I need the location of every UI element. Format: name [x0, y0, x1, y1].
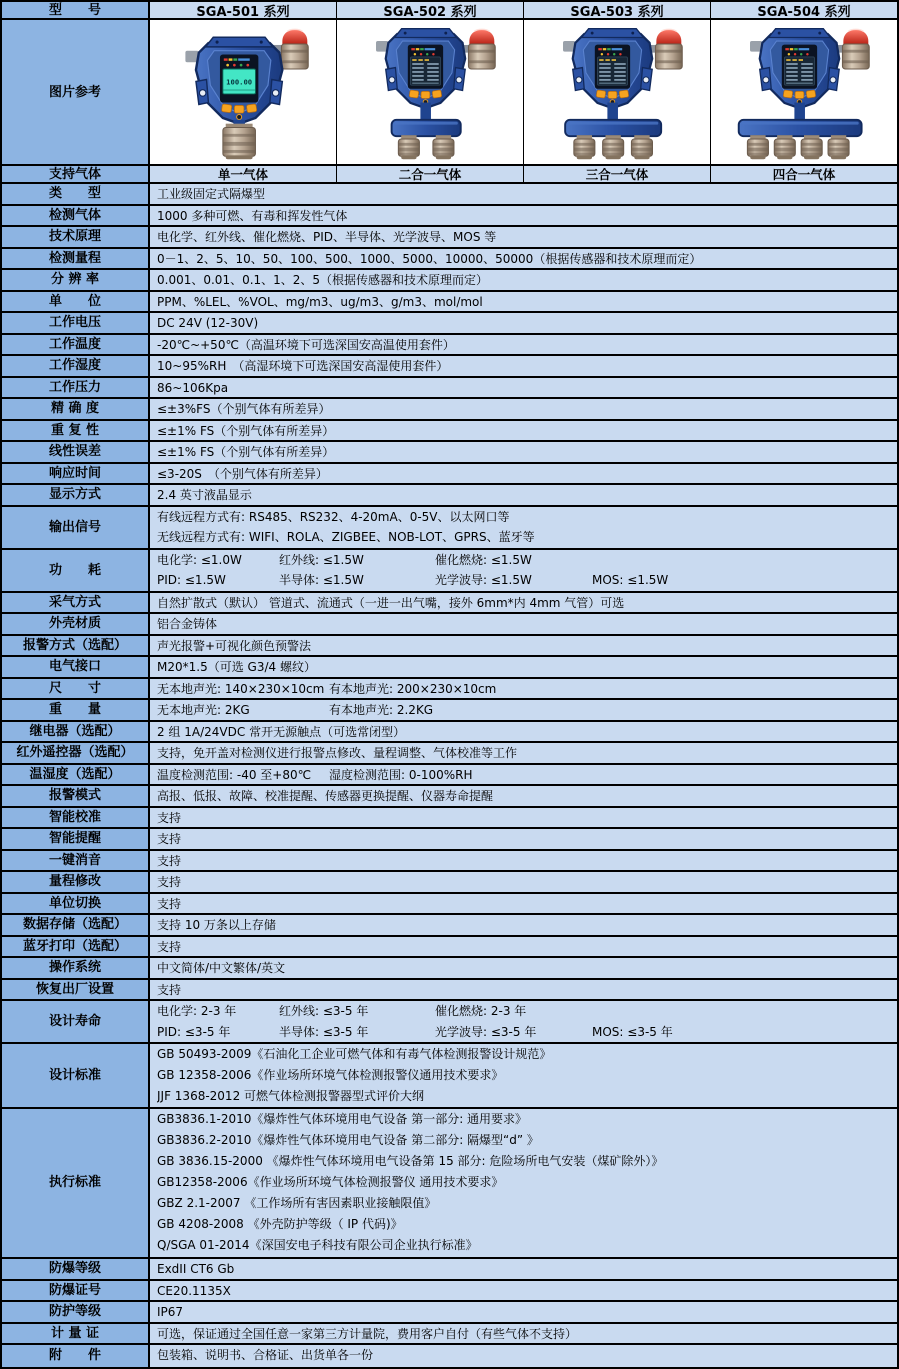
table-row — [2, 915, 897, 937]
value-line: 包装箱、说明书、合格证、出货单各一份 — [157, 1348, 374, 1363]
table-row — [2, 356, 897, 378]
row-value — [150, 786, 897, 806]
value-line: 自然扩散式（默认） 管道式、流通式（一进一出气嘴，接外 6mm*内 4mm 气管）可选 — [157, 595, 625, 610]
row-label: 单位切换 — [2, 894, 150, 914]
row-label: 智能校准 — [2, 808, 150, 828]
value-segment: 催化燃烧: ≤1.5W — [435, 552, 532, 567]
value-line: ≤±3%FS（个别气体有所差异） — [157, 402, 331, 416]
row-value — [150, 356, 897, 376]
value-segment: 湿度检测范围: 0-100%RH — [329, 767, 473, 782]
row-label: 红外遥控器（选配） — [2, 743, 150, 763]
value-line: ≤±1% FS（个别气体有所差异） — [157, 445, 335, 459]
row-label: 防爆证号 — [2, 1281, 150, 1301]
value-line: GB12358-2006《作业场所环境气体检测报警仪 通用技术要求》 — [157, 1175, 504, 1190]
value-line: -20℃~+50℃（高温环境下可选深国安高温使用套件） — [157, 337, 455, 352]
table-row — [2, 765, 897, 787]
table-row — [2, 550, 897, 593]
row-label: 报警模式 — [2, 786, 150, 806]
row-label: 功 耗 — [2, 550, 150, 591]
value-line: 2 组 1A/24VDC 常开无源触点（可选常闭型） — [157, 724, 406, 739]
value-segment: 有本地声光: 200×230×10cm — [329, 681, 497, 696]
row-label: 设计标准 — [2, 1044, 150, 1107]
row-value — [150, 399, 897, 419]
table-row — [2, 829, 897, 851]
value-line: GB3836.1-2010《爆炸性气体环境用电气设备 第一部分: 通用要求》 — [157, 1112, 528, 1127]
value-segment: 红外线: ≤1.5W — [279, 552, 364, 567]
value-line: 无线远程方式有: WIFI、ROLA、ZIGBEE、NOB-LOT、GPRS、蓝牙等 — [157, 530, 535, 544]
model-header-cell: SGA-502 系列 — [337, 2, 524, 18]
row-label: 技术原理 — [2, 227, 150, 247]
row-value — [150, 1001, 897, 1042]
value-line: ≤±1% FS（个别气体有所差异） — [157, 423, 335, 438]
row-label: 设计寿命 — [2, 1001, 150, 1042]
value-line: 工业级固定式隔爆型 — [157, 187, 266, 201]
row-label: 执行标准 — [2, 1109, 150, 1258]
detector-body — [750, 29, 839, 108]
row-label: 输出信号 — [2, 507, 150, 548]
value-segment: MOS: ≤3-5 年 — [592, 1024, 673, 1039]
row-value — [150, 1259, 897, 1279]
supported-gas-cell: 四合一气体 — [711, 166, 897, 182]
model-header-cell: SGA-504 系列 — [711, 2, 897, 18]
value-line — [157, 1022, 897, 1043]
value-line: Q/SGA 01-2014《深国安电子科技有限公司企业执行标准》 — [157, 1238, 478, 1253]
value-line: 支持，免开盖对检测仪进行报警点修改、量程调整、气体校准等工作 — [157, 746, 518, 760]
value-line: IP67 — [157, 1305, 184, 1319]
table-row — [2, 378, 897, 400]
row-value — [150, 872, 897, 892]
row-value — [150, 378, 897, 398]
value-line — [157, 765, 897, 785]
row-label: 防护等级 — [2, 1302, 150, 1322]
value-line: CE20.1135X — [157, 1283, 231, 1298]
row-value — [150, 550, 897, 591]
row-value — [150, 937, 897, 957]
value-line — [157, 679, 897, 699]
value-segment: 无本地声光: 140×230×10cm — [157, 681, 325, 696]
row-value — [150, 765, 897, 785]
row-label: 工作压力 — [2, 378, 150, 398]
row-label: 蓝牙打印（选配） — [2, 937, 150, 957]
table-row — [2, 851, 897, 873]
table-row — [2, 743, 897, 765]
row-label: 显示方式 — [2, 485, 150, 505]
value-segment: PID: ≤1.5W — [157, 573, 226, 587]
table-row — [2, 872, 897, 894]
row-label: 单 位 — [2, 292, 150, 312]
value-segment: 红外线: ≤3-5 年 — [279, 1004, 369, 1018]
value-line: 可选，保证通过全国任意一家第三方计量院，费用客户自付（有些气体不支持） — [157, 1326, 578, 1341]
table-row — [2, 1109, 897, 1260]
table-row — [2, 2, 897, 20]
table-row — [2, 722, 897, 744]
row-value — [150, 958, 897, 978]
table-row — [2, 270, 897, 292]
table-row — [2, 227, 897, 249]
row-value — [150, 1281, 897, 1301]
detector-illustration-3 — [529, 20, 705, 164]
value-segment: 催化燃烧: 2-3 年 — [435, 1004, 527, 1018]
row-value — [150, 593, 897, 613]
row-value — [150, 1109, 897, 1258]
row-value — [150, 507, 897, 548]
row-value — [150, 421, 897, 441]
row-label: 尺 寸 — [2, 679, 150, 699]
value-segment: 半导体: ≤3-5 年 — [279, 1024, 369, 1039]
table-row — [2, 184, 897, 206]
detector-body — [376, 29, 465, 108]
value-line — [157, 550, 897, 571]
table-row — [2, 1259, 897, 1281]
row-label: 检测量程 — [2, 249, 150, 269]
table-row — [2, 657, 897, 679]
product-image-cell — [524, 20, 711, 164]
value-line: 支持 — [157, 832, 182, 846]
product-image-cell — [150, 20, 337, 164]
row-label: 一键消音 — [2, 851, 150, 871]
value-segment: 电化学: ≤1.0W — [157, 552, 242, 567]
row-label: 恢复出厂设置 — [2, 980, 150, 1000]
table-row — [2, 206, 897, 228]
model-header-cell: SGA-503 系列 — [524, 2, 711, 18]
table-row — [2, 1345, 897, 1367]
table-row — [2, 442, 897, 464]
table-row — [2, 980, 897, 1002]
lcd-screen — [410, 57, 440, 85]
value-line: DC 24V (12-30V) — [157, 316, 259, 330]
table-row — [2, 421, 897, 443]
row-value — [150, 851, 897, 871]
row-label: 外壳材质 — [2, 614, 150, 634]
row-value — [150, 657, 897, 677]
table-row — [2, 313, 897, 335]
value-line: M20*1.5（可选 G3/4 螺纹） — [157, 660, 316, 674]
value-segment: MOS: ≤1.5W — [592, 573, 669, 587]
value-line — [157, 700, 897, 720]
row-value — [150, 1345, 897, 1367]
value-line: ExdII CT6 Gb — [157, 1262, 235, 1276]
value-line: PPM、%LEL、%VOL、mg/m3、ug/m3、g/m3、mol/mol — [157, 294, 483, 309]
row-label: 重 复 性 — [2, 421, 150, 441]
value-line: 有线远程方式有: RS485、RS232、4-20mA、0-5V、以太网口等 — [157, 509, 510, 524]
lcd-screen — [223, 69, 256, 94]
row-value — [150, 206, 897, 226]
table-row — [2, 593, 897, 615]
value-line: 支持 — [157, 939, 182, 954]
value-line: GB 50493-2009《石油化工企业可燃气体和有毒气体检测报警设计规范》 — [157, 1047, 552, 1061]
table-row — [2, 464, 897, 486]
row-label: 工作温度 — [2, 335, 150, 355]
product-image-cell — [337, 20, 524, 164]
row-label: 附 件 — [2, 1345, 150, 1367]
row-value — [150, 829, 897, 849]
value-line: 高报、低报、故障、校准提醒、传感器更换提醒、仪器寿命提醒 — [157, 789, 494, 803]
detector-illustration-4 — [716, 20, 892, 164]
table-row — [2, 292, 897, 314]
row-value — [150, 915, 897, 935]
value-line: 支持 10 万条以上存储 — [157, 918, 276, 932]
value-line: GB 3836.15-2000 《爆炸性气体环境用电气设备第 15 部分: 危险场所电气安装（煤矿除外）》 — [157, 1154, 664, 1169]
supported-gas-cell: 三合一气体 — [524, 166, 711, 182]
model-header-cell: SGA-501 系列 — [150, 2, 337, 18]
row-label: 数据存储（选配） — [2, 915, 150, 935]
row-label: 计 量 证 — [2, 1324, 150, 1344]
row-value — [150, 636, 897, 656]
value-line: 0.001、0.01、0.1、1、2、5（根据传感器和技术原理而定） — [157, 273, 489, 287]
value-line: 中文简体/中文繁体/英文 — [157, 961, 286, 975]
row-label: 重 量 — [2, 700, 150, 720]
row-value — [150, 614, 897, 634]
table-row — [2, 335, 897, 357]
row-value — [150, 485, 897, 505]
detector-illustration-1 — [155, 20, 331, 164]
value-line: 支持 — [157, 896, 182, 911]
row-value — [150, 270, 897, 290]
row-value — [150, 808, 897, 828]
value-line: 10~95%RH （高湿环境下可选深国安高湿使用套件） — [157, 359, 449, 373]
row-label: 继电器（选配） — [2, 722, 150, 742]
row-value — [150, 1044, 897, 1107]
detector-illustration-2 — [342, 20, 518, 164]
table-row — [2, 679, 897, 701]
row-value — [150, 464, 897, 484]
value-line: 声光报警+可视化颜色预警法 — [157, 638, 312, 653]
table-row — [2, 786, 897, 808]
row-value — [150, 249, 897, 269]
row-value — [150, 442, 897, 462]
row-label: 分 辨 率 — [2, 270, 150, 290]
row-label: 电气接口 — [2, 657, 150, 677]
value-line: 1000 多种可燃、有毒和挥发性气体 — [157, 208, 348, 223]
lcd-screen — [597, 57, 627, 85]
row-label: 支持气体 — [2, 166, 150, 182]
row-value — [150, 894, 897, 914]
svg-text:100.00: 100.00 — [226, 77, 253, 87]
table-row — [2, 1281, 897, 1303]
detector-body — [563, 29, 652, 108]
table-row — [2, 958, 897, 980]
value-segment: 温度检测范围: -40 至+80℃ — [157, 767, 312, 782]
table-row — [2, 700, 897, 722]
row-label: 量程修改 — [2, 872, 150, 892]
value-segment: 有本地声光: 2.2KG — [329, 703, 434, 717]
value-segment: PID: ≤3-5 年 — [157, 1024, 231, 1039]
value-segment: 光学波导: ≤3-5 年 — [435, 1024, 537, 1039]
table-row — [2, 1324, 897, 1346]
supported-gas-cell: 单一气体 — [150, 166, 337, 182]
value-line: 电化学、红外线、催化燃烧、PID、半导体、光学波导、MOS 等 — [157, 230, 497, 244]
row-value — [150, 679, 897, 699]
table-row — [2, 636, 897, 658]
table-row — [2, 1001, 897, 1044]
row-value — [150, 980, 897, 1000]
table-row — [2, 249, 897, 271]
value-line: 支持 — [157, 853, 182, 868]
row-value — [150, 227, 897, 247]
value-line: GBZ 2.1-2007 《工作场所有害因素职业接触限值》 — [157, 1196, 437, 1211]
value-line: 2.4 英寸液晶显示 — [157, 488, 252, 502]
value-line — [157, 1001, 897, 1022]
table-row — [2, 808, 897, 830]
value-line: 支持 — [157, 982, 182, 997]
row-label: 响应时间 — [2, 464, 150, 484]
value-line: JJF 1368-2012 可燃气体检测报警器型式评价大纲 — [157, 1088, 425, 1103]
value-line: 支持 — [157, 810, 182, 825]
detector-body — [185, 37, 282, 123]
row-label: 温湿度（选配） — [2, 765, 150, 785]
row-value — [150, 184, 897, 204]
table-row — [2, 1302, 897, 1324]
supported-gas-cell: 二合一气体 — [337, 166, 524, 182]
row-label: 检测气体 — [2, 206, 150, 226]
value-segment: 半导体: ≤1.5W — [279, 573, 364, 587]
value-line: GB 12358-2006《作业场所环境气体检测报警仪通用技术要求》 — [157, 1067, 504, 1082]
row-label: 精 确 度 — [2, 399, 150, 419]
row-value — [150, 292, 897, 312]
lcd-screen — [784, 57, 814, 85]
row-value — [150, 335, 897, 355]
table-row — [2, 614, 897, 636]
row-label: 线性误差 — [2, 442, 150, 462]
row-label: 采气方式 — [2, 593, 150, 613]
table-row — [2, 937, 897, 959]
value-line: 86~106Kpa — [157, 380, 229, 395]
row-label: 型 号 — [2, 2, 150, 18]
row-label: 智能提醒 — [2, 829, 150, 849]
row-label: 图片参考 — [2, 20, 150, 164]
row-label: 防爆等级 — [2, 1259, 150, 1279]
row-label: 报警方式（选配） — [2, 636, 150, 656]
table-row — [2, 1044, 897, 1109]
table-row — [2, 166, 897, 184]
value-line: GB3836.2-2010《爆炸性气体环境用电气设备 第二部分: 隔爆型“d” 》 — [157, 1133, 539, 1148]
row-label: 工作湿度 — [2, 356, 150, 376]
table-row — [2, 894, 897, 916]
value-line: ≤3-20S （个别气体有所差异） — [157, 466, 328, 481]
table-row — [2, 20, 897, 166]
value-line: 支持 — [157, 875, 182, 889]
row-value — [150, 1324, 897, 1344]
table-row — [2, 485, 897, 507]
row-value — [150, 1302, 897, 1322]
value-line: 0－1、2、5、10、50、100、500、1000、5000、10000、50000（根据传感器和技术原理而定） — [157, 251, 702, 266]
product-image-cell — [711, 20, 897, 164]
value-segment: 电化学: 2-3 年 — [157, 1004, 237, 1018]
value-segment: 光学波导: ≤1.5W — [435, 573, 532, 587]
row-value — [150, 313, 897, 333]
value-line — [157, 570, 897, 591]
row-value — [150, 722, 897, 742]
row-value — [150, 700, 897, 720]
row-label: 操作系统 — [2, 958, 150, 978]
table-row — [2, 507, 897, 550]
row-label: 工作电压 — [2, 313, 150, 333]
row-value — [150, 743, 897, 763]
value-segment: 无本地声光: 2KG — [157, 703, 250, 717]
value-line: GB 4208-2008 《外壳防护等级（ IP 代码)》 — [157, 1217, 403, 1232]
value-line: 铝合金铸体 — [157, 617, 218, 631]
table-row — [2, 399, 897, 421]
row-label: 类 型 — [2, 184, 150, 204]
